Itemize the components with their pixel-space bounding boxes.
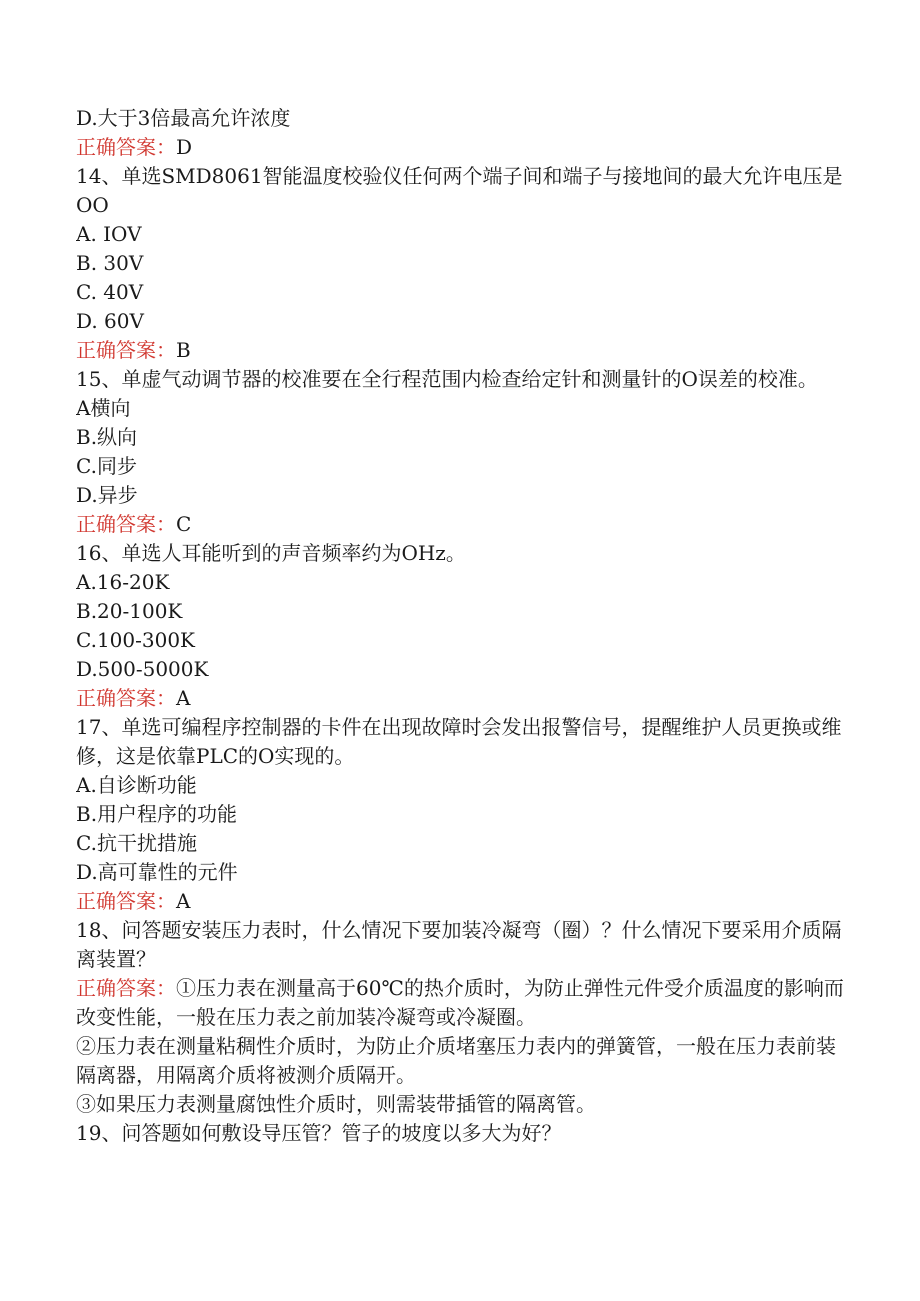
answer-line <box>76 133 846 162</box>
answer-label: 正确答案： <box>76 135 176 159</box>
answer-value: A <box>176 889 191 913</box>
option-line: B.20-100K <box>76 599 183 623</box>
answer-value: C <box>176 512 192 536</box>
option-line: A横向 <box>76 396 131 420</box>
option-line: B.用户程序的功能 <box>76 802 238 826</box>
option-line: D.大于3倍最高允许浓度 <box>76 106 291 130</box>
question-19: 19、问答题如何敷设导压管？管子的坡度以多大为好？ <box>76 1121 562 1145</box>
answer-paragraph: ②压力表在测量粘稠性介质时，为防止介质堵塞压力表内的弹簧管，一般在压力表前装隔离器，用隔离介质将被测介质隔开。 <box>76 1034 836 1087</box>
question-15: 15、单虚气动调节器的校准要在全行程范围内检查给定针和测量针的O误差的校准。 <box>76 367 818 391</box>
question-18: 18、问答题安装压力表时，什么情况下要加装冷凝弯（圈）？什么情况下要采用介质隔离装置？ <box>76 918 842 971</box>
document-page <box>76 104 846 1148</box>
answer-line <box>76 684 846 713</box>
answer-value: D <box>176 135 193 159</box>
answer-paragraph <box>76 974 846 1032</box>
option-line: B.纵向 <box>76 425 138 449</box>
option-line: D.异步 <box>76 483 138 507</box>
answer-label: 正确答案： <box>76 512 176 536</box>
option-line: D.500-5000K <box>76 657 209 681</box>
option-line: A.自诊断功能 <box>76 773 197 797</box>
answer-line <box>76 510 846 539</box>
answer-paragraph: ③如果压力表测量腐蚀性介质时，则需装带插管的隔离管。 <box>76 1092 596 1116</box>
option-line: A. IOV <box>76 222 142 246</box>
question-17: 17、单选可编程序控制器的卡件在出现故障时会发出报警信号，提醒维护人员更换或维修，这是依靠PLC的O实现的。 <box>76 715 842 768</box>
option-line: D. 60V <box>76 309 144 333</box>
answer-label: 正确答案： <box>76 976 176 1000</box>
option-line: D.高可靠性的元件 <box>76 860 238 884</box>
answer-text: ①压力表在测量高于60℃的热介质时，为防止弹性元件受介质温度的影响而改变性能，一般在压力表之前加装冷凝弯或冷凝圈。 <box>76 976 844 1029</box>
option-line: B. 30V <box>76 251 144 275</box>
option-line: C.同步 <box>76 454 137 478</box>
option-line: C. 40V <box>76 280 144 304</box>
answer-label: 正确答案： <box>76 338 176 362</box>
question-16: 16、单选人耳能听到的声音频率约为OHz。 <box>76 541 466 565</box>
option-line: C.抗干扰措施 <box>76 831 197 855</box>
answer-line <box>76 887 846 916</box>
answer-value: A <box>176 686 191 710</box>
option-line: C.100-300K <box>76 628 195 652</box>
answer-line <box>76 336 846 365</box>
answer-label: 正确答案： <box>76 686 176 710</box>
answer-label: 正确答案： <box>76 889 176 913</box>
question-14: 14、单选SMD8061智能温度校验仪任何两个端子间和端子与接地间的最大允许电压是OO <box>76 164 843 217</box>
answer-value: B <box>176 338 191 362</box>
option-line: A.16-20K <box>76 570 170 594</box>
